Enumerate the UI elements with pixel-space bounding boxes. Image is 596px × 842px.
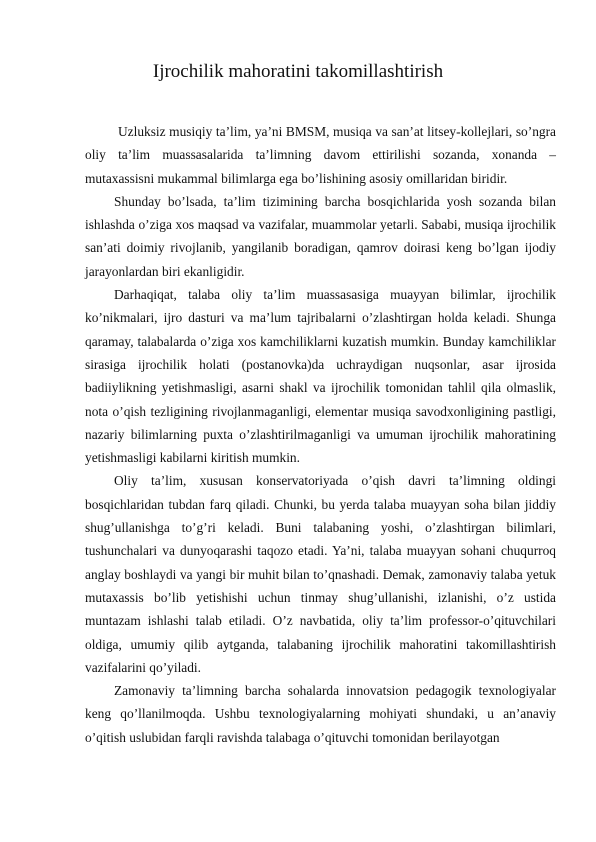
document-body: [85, 120, 556, 749]
paragraph-4: Oliy ta’lim, xususan konservatoriyada o’qish davri ta’limning oldingi bosqichlaridan tubdan farq qiladi. Chunki, bu yerda talaba muayyan soha bilan jiddiy shug’ullanishga to’g’ri keladi. Buni talabaning yoshi, o’zlashtirgan bilimlari, tushunchalari va dunyoqarashi taqozo etadi. Ya’ni, talaba muayyan sohani chuqurroq anglay boshlaydi va yangi bir muhit bilan to’qnashadi. Demak, zamonaviy talaba yetuk mutaxassis bo’lib yetishishi uchun tinmay shug’ullanishi, izlanishi, o’z ustida muntazam ishlashi talab etiladi. O’z navbatida, oliy ta’lim professor-o’qituvchilari oldiga, umumiy qilib aytganda, talabaning ijrochilik mahoratini takomillashtirish vazifalarini qo’yiladi.: [85, 473, 556, 675]
paragraph-5: Zamonaviy ta’limning barcha sohalarda innovatsion pedagogik texnologiyalar keng qo’llanilmoqda. Ushbu texnologiyalarning mohiyati shundaki, u an’anaviy o’qitish uslubidan farqli ravishda talabaga o’qituvchi tomonidan berilayotgan: [85, 683, 556, 745]
paragraph-1: Uzluksiz musiqiy ta’lim, ya’ni BMSM, musiqa va san’at litsey-kollejlari, so’ngra oliy ta’lim muassasalarida ta’limning davom ettirilishi sozanda, xonanda – mutaxassisni mukammal bilimlarga ega bo’lishining asosiy omillaridan biridir.: [85, 124, 556, 186]
page-title: Ijrochilik mahoratini takomillashtirish: [152, 61, 444, 82]
paragraph-2: Shunday bo’lsada, ta’lim tizimining barcha bosqichlarida yosh sozanda bilan ishlashda o’ziga xos maqsad va vazifalar, muammolar yetarli. Sababi, musiqa ijrochilik san’ati doimiy rivojlanib, yangilanib boradigan, qamrov doirasi keng bo’lgan ijodiy jarayonlardan biri ekanligidir.: [85, 193, 556, 279]
paragraph-3: Darhaqiqat, talaba oliy ta’lim muassasasiga muayyan bilimlar, ijrochilik ko’nikmalari, ijro dasturi va ma’lum tajribalarni o’zlashtirgan holda keladi. Shunga qaramay, talabalarda o’ziga xos kamchiliklarni kuzatish mumkin. Bunday kamchiliklar sirasiga ijrochilik holati (postanovka)da uchraydigan nuqsonlar, asar ijrosida badiiylikning yetishmasligi, asarni shakl va ijrochilik tomonidan tahlil qila olmaslik, nota o’qish tezligining rivojlanmaganligi, elementar musiqa savodxonligining pastligi, nazariy bilimlarning puxta o’zlashtirilmaganligi va umuman ijrochilik mahoratining yetishmasligi kabilarni kiritish mumkin.: [85, 287, 556, 466]
